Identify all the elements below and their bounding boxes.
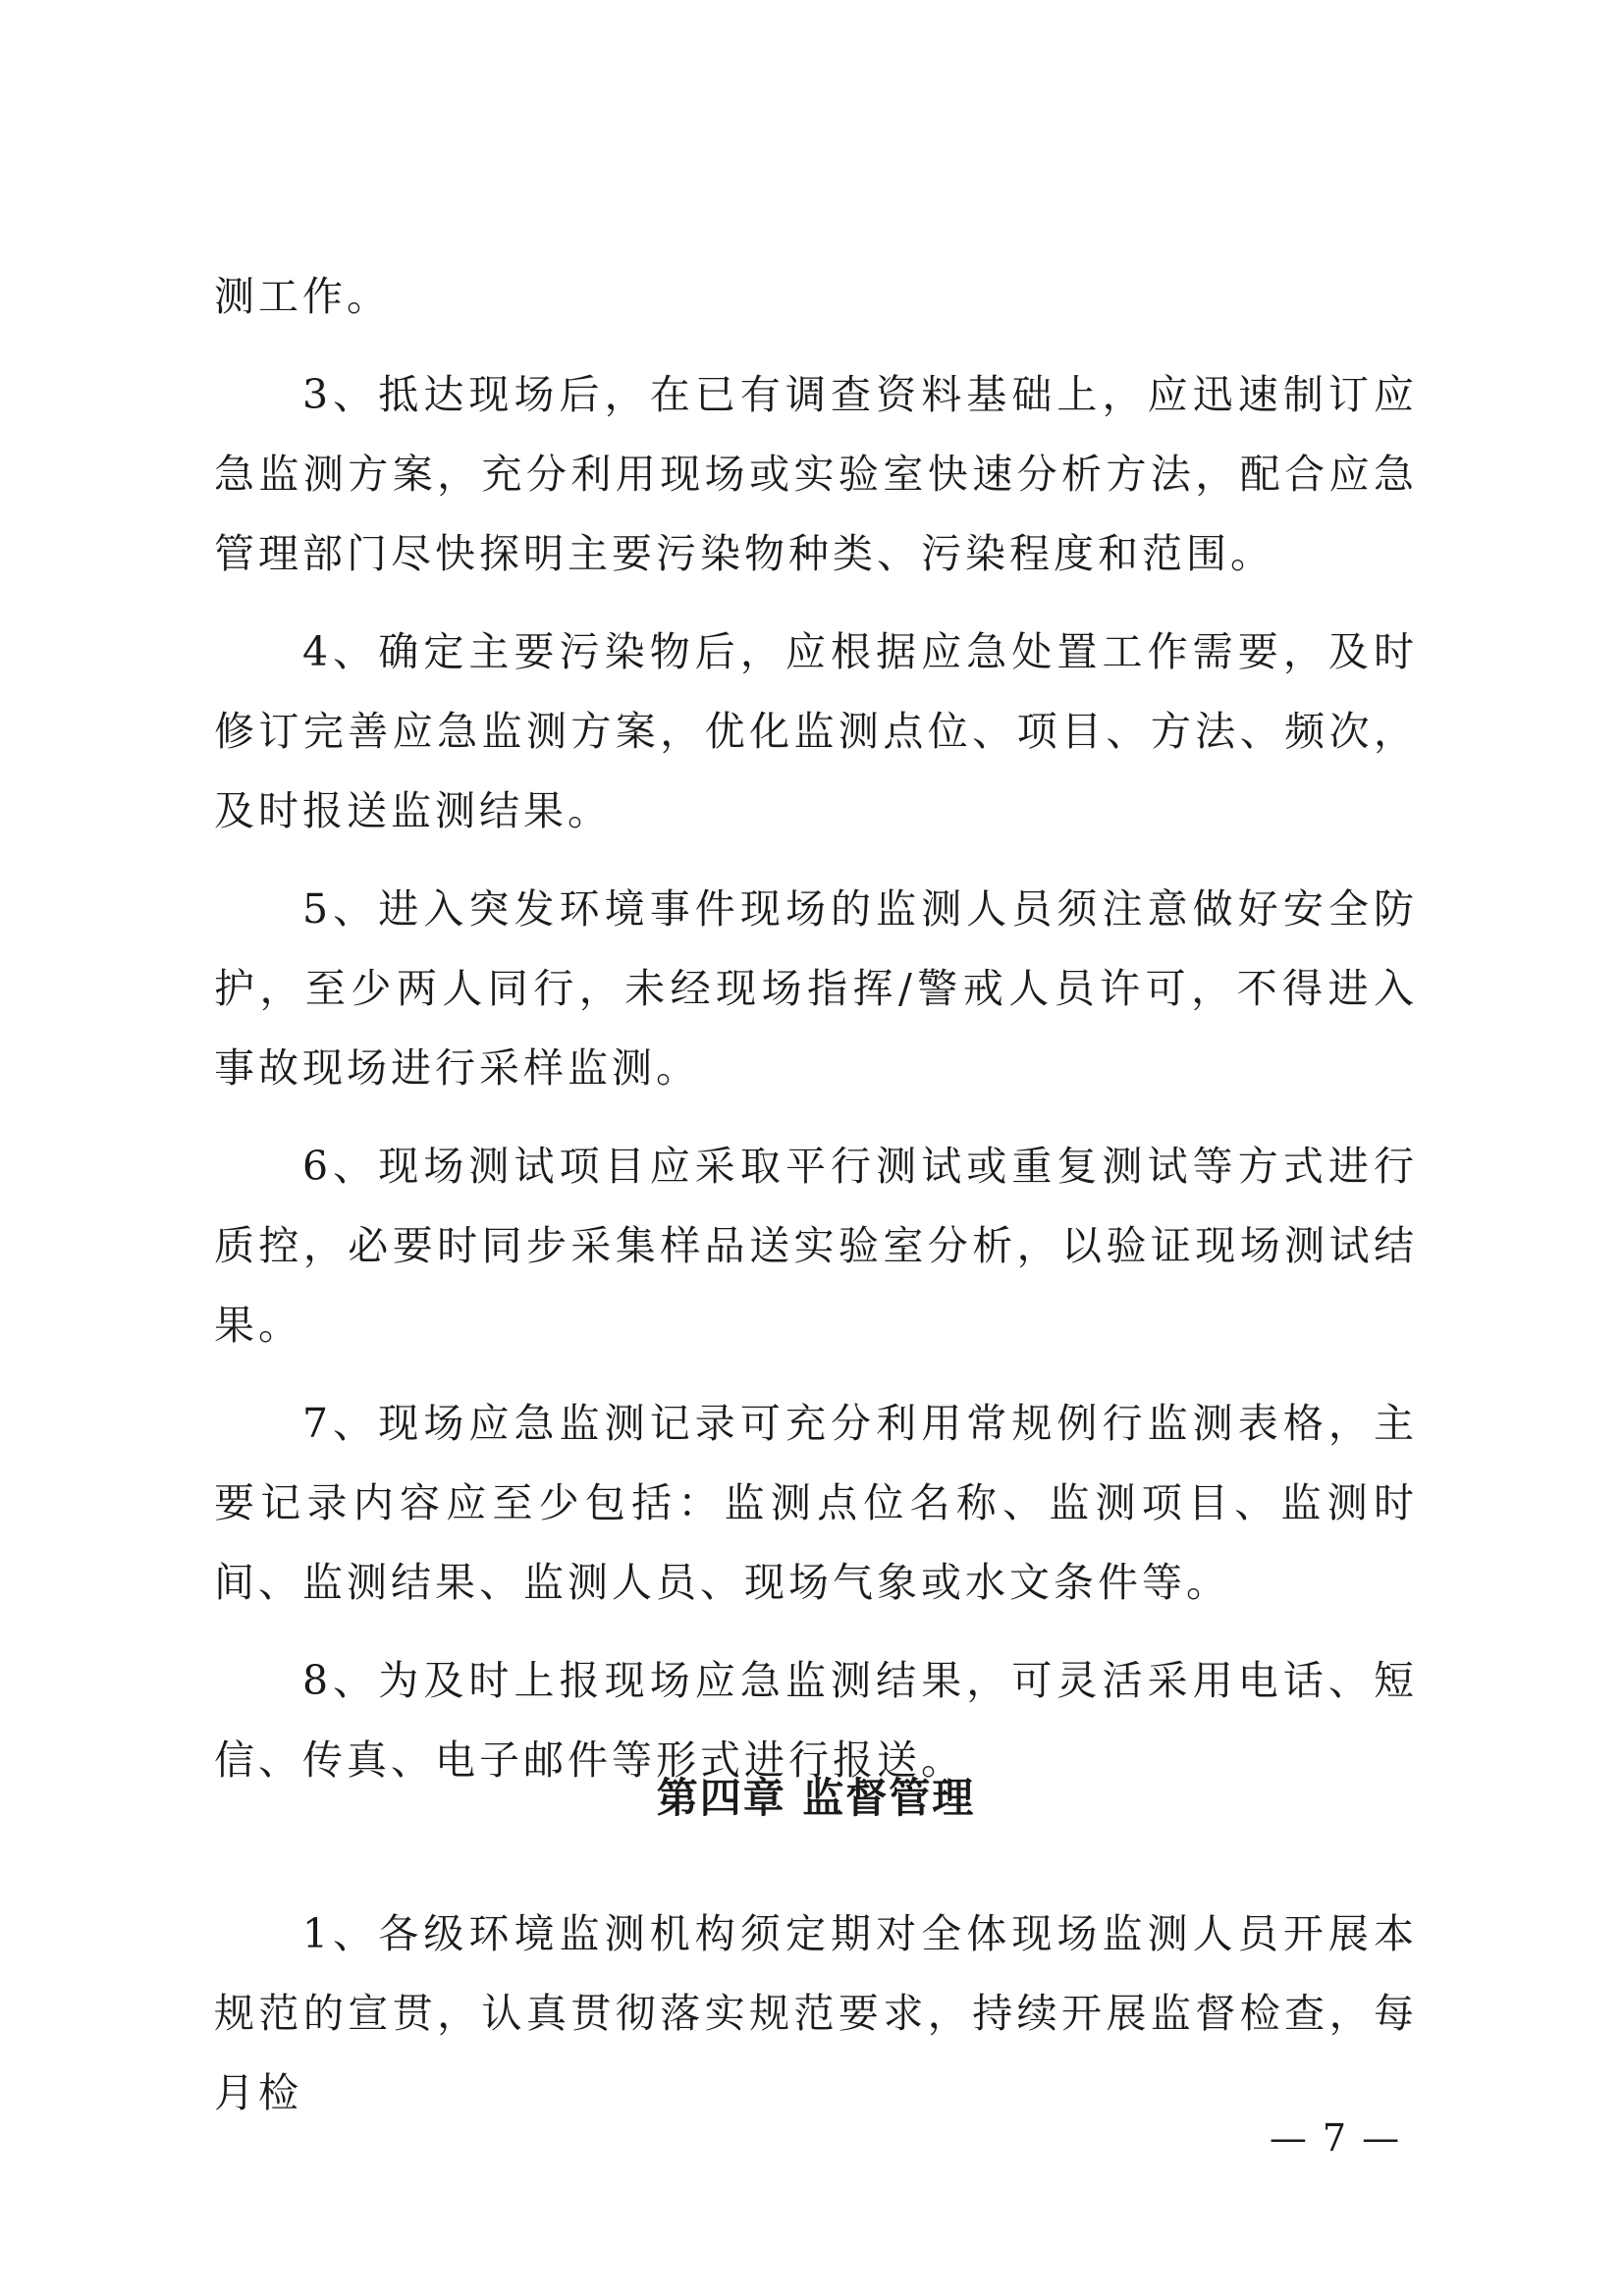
paragraph-item-5: 5、进入突发环境事件现场的监测人员须注意做好安全防护，至少两人同行，未经现场指挥/警戒人员许可，不得进入事故现场进行采样监测。 [214, 885, 1418, 1092]
chapter-body-section [214, 1895, 1418, 2152]
chapter-heading: 第四章 监督管理 [656, 1774, 976, 1822]
paragraph-item-4: 4、确定主要污染物后，应根据应急处置工作需要，及时修订完善应急监测方案，优化监测点位、项目、方法、频次，及时报送监测结果。 [214, 628, 1418, 834]
chapter-heading-wrap [214, 1769, 1418, 1828]
paragraph-item-8: 8、为及时上报现场应急监测结果，可灵活采用电话、短信、传真、电子邮件等形式进行报送。 [214, 1657, 1418, 1784]
chapter-paragraph-item-1: 1、各级环境监测机构须定期对全体现场监测人员开展本规范的宣贯，认真贯彻落实规范要求，持续开展监督检查，每月检 [214, 1910, 1418, 2116]
paragraph-item-6: 6、现场测试项目应采取平行测试或重复测试等方式进行质控，必要时同步采集样品送实验室分析，以验证现场测试结果。 [214, 1143, 1418, 1349]
paragraph-item-7: 7、现场应急监测记录可充分利用常规例行监测表格，主要记录内容应至少包括：监测点位名称、监测项目、监测时间、监测结果、监测人员、现场气象或水文条件等。 [214, 1400, 1418, 1606]
paragraph-item-3: 3、抵达现场后，在已有调查资料基础上，应迅速制订应急监测方案，充分利用现场或实验室快速分析方法，配合应急管理部门尽快探明主要污染物种类、污染程度和范围。 [214, 371, 1418, 577]
paragraph-continuation: 测工作。 [214, 273, 391, 320]
body-text-section [214, 257, 1418, 1819]
page-number: — 7 — [1269, 2116, 1402, 2160]
